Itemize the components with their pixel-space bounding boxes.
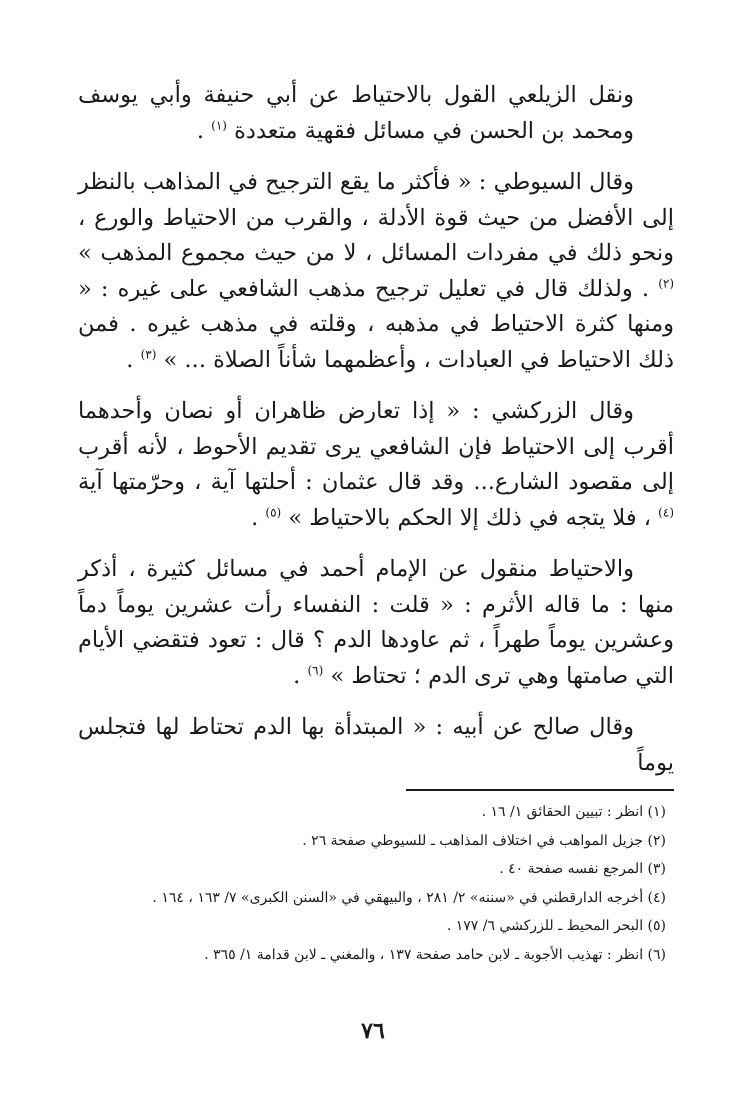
paragraph-zaylai: ونقل الزيلعي القول بالاحتياط عن أبي حنيفة وأبي يوسف ومحمد بن الحسن في مسائل فقهية متعددة $^{(١)}$ .	[78, 82, 634, 144]
footnote-ref: (٥)	[265, 505, 282, 519]
footnote-ref: (٦)	[307, 663, 324, 677]
footnote-1: (١) انظر : تبيين الحقائق ١/ ١٦ .	[481, 804, 666, 820]
footnote-3: (٣) المرجع نفسه صفحة ٤٠ .	[499, 861, 666, 877]
footnote-5: (٥) البحر المحيط ـ للزركشي ٦/ ١٧٧ .	[446, 918, 666, 934]
footnote-4: (٤) أخرجه الدارقطني في «سننه» ٢/ ٢٨١ ، والبيهقي في «السنن الكبرى» ٧/ ١٦٣ ، ١٦٤ .	[152, 889, 666, 906]
main-text	[78, 78, 674, 797]
footnote-divider	[406, 789, 674, 791]
paragraph-suyuti: وقال السيوطي : « فأكثر ما يقع الترجيح في المذاهب بالنظر إلى الأفضل من حيث قوة الأدلة ، والقرب من الاحتياط والورع ، ونحو ذلك في مفردات المسائل ، لا من حيث مجموع المذهب » $^{(٢)}$ . ولذلك قال في تعليل ترجيح مذهب الشافعي على غيره : « ومنها كثرة الاحتياط في مذهبه ، وقلته في مذهب غيره . فمن ذلك الاحتياط في العبادات ، وأعظمهما شأناً الصلاة ... » $^{(٣)}$ .	[78, 169, 675, 373]
paragraph-ahmad: والاحتياط منقول عن الإمام أحمد في مسائل كثيرة ، أذكر منها : ما قاله الأثرم : « قلت : النفساء رأت عشرين يوماً دماً وعشرين يوماً طهراً ، ثم عاودها الدم ؟ قال : تعود فتقضي الأيام التي صامتها وهي ترى الدم ؛ تحتاط » $^{(٦)}$ .	[78, 556, 674, 689]
footnote-ref: (٤)	[658, 505, 674, 519]
footnote-2: (٢) جزيل المواهب في اختلاف المذاهب ـ للسيوطي صفحة ٢٦ .	[302, 832, 666, 849]
paragraph-zarkashi: وقال الزركشي : « إذا تعارض ظاهران أو نصان وأحدهما أقرب إلى الاحتياط فإن الشافعي يرى تقديم الأحوط ، لأنه أقرب إلى مقصود الشارع... وقد قال عثمان : أحلتها آية ، وحرّمتها آية $^{(٤)}$ ، فلا يتجه في ذلك إلا الحكم بالاحتياط » $^{(٥)}$ .	[78, 398, 674, 531]
footnote-ref: (١)	[211, 118, 227, 132]
footnote-ref: (٣)	[140, 347, 157, 361]
page-number: ٧٦	[361, 1018, 385, 1044]
footnote-6: (٦) انظر : تهذيب الأجوبة ـ لابن حامد صفحة ١٣٧ ، والمغني ـ لابن قدامة ١/ ٣٦٥ .	[204, 946, 666, 963]
footnote-ref: (٢)	[658, 276, 675, 290]
paragraph-salih: وقال صالح عن أبيه : « المبتدأة بها الدم تحتاط لها فتجلس يوماً	[78, 714, 674, 776]
footnotes	[90, 798, 666, 969]
